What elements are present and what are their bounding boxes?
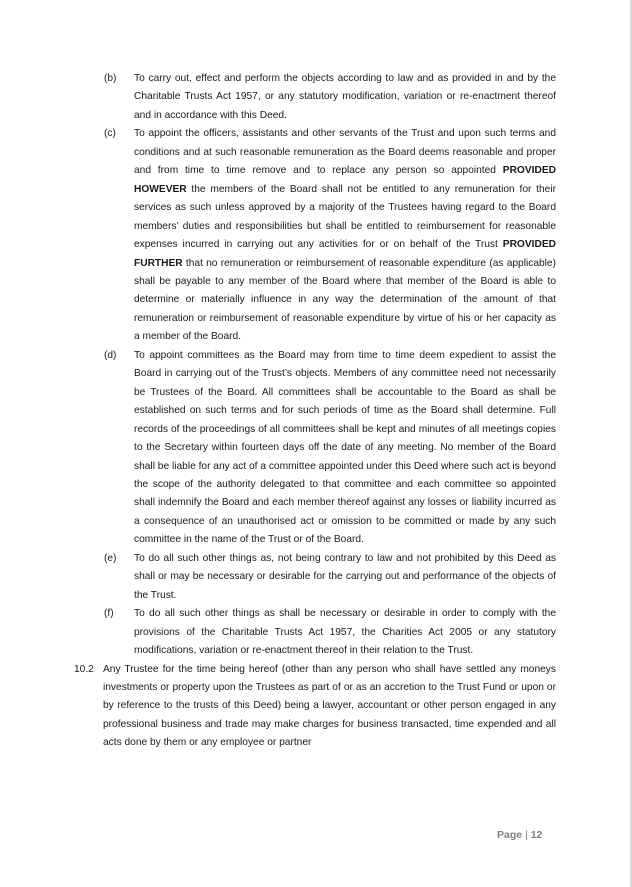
sub-clause-number: (d) xyxy=(104,349,117,361)
clause-text: Any Trustee for the time being hereof (other than any person who shall have settled any moneys investments or property upon the Trustees as part of or as an accretion to the Trust Fund or upon or by reference to the trusts of this Deed) being a lawyer, accountant or other person engaged in any professional business and trade may make charges for business transacted, time expended and all acts done by them or any employee or partner xyxy=(103,663,556,749)
sub-clause-d xyxy=(74,347,556,550)
page-footer xyxy=(497,829,542,841)
sub-clause-text: To do all such other things as shall be necessary or desirable in order to comply with the provisions of the Charitable Trusts Act 1957, the Charities Act 2005 or any statutory modifications, variation or re-enactment thereof in their relation to the Trust. xyxy=(134,608,556,657)
sub-clause-text: To do all such other things as, not being contrary to law and not prohibited by this Deed as shall or may be necessary or desirable for the carrying out and performance of the objects of the Trust. xyxy=(134,552,556,601)
sub-clause-text: To appoint committees as the Board may from time to time deem expedient to assist the Board in carrying out of the Trust’s objects. Members of any committee need not necessarily be Trustees of the Board. All committees shall be accountable to the Board as shall be established on such terms and for such periods of time as the Board shall determine. Full records of the proceedings of all committees shall be kept and minutes of all meetings copies to the Secretary within fourteen days off the date of any meeting. No member of the Board shall be liable for any act of a committee appointed under this Deed where such act is beyond the scope of the authority delegated to that committee and each committee so appointed shall indemnify the Board and each member thereof against any losses or liability incurred as a consequence of an unauthorised act or omission to be committed or made by any such committee in the name of the Trust or of the Board. xyxy=(134,349,556,546)
clause-10-2 xyxy=(74,661,556,753)
emphasis-provided-however: PROVIDED HOWEVER xyxy=(134,165,556,195)
page-number: 12 xyxy=(530,829,543,841)
document-body xyxy=(74,70,556,753)
emphasis-provided-further: PROVIDED FURTHER xyxy=(134,239,556,269)
sub-clause-text xyxy=(134,125,556,346)
text-run: the members of the Board shall not be entitled to any remuneration for their services as such unless approved by a majority of the Trustees having regard to the Board members’ duties and responsibilities but shall be entitled to reimbursement for reasonable expenses incurred in carrying out any activities for or on behalf of the Trust xyxy=(134,183,556,251)
sub-clause-number: (f) xyxy=(104,608,114,620)
page-label: Page xyxy=(497,829,523,841)
sub-clause-b xyxy=(74,70,556,125)
sub-clause-c xyxy=(74,125,556,346)
clause-number: 10.2 xyxy=(74,663,94,675)
page-separator: | xyxy=(525,829,528,841)
text-run: that no remuneration or reimbursement of reasonable expenditure (as applicable) shall be payable to any member of the Board where that member of the Board is able to determine or materially influence in any way the determination of the amount of that remuneration or reimbursement of reasonable expenditure by virtue of his or her capacity as a member of the Board. xyxy=(134,257,556,343)
sub-clause-number: (b) xyxy=(104,73,117,84)
sub-clause-f xyxy=(74,605,556,660)
sub-clause-text: To carry out, effect and perform the objects according to law and as provided in and by the Charitable Trusts Act 1957, or any statutory modification, variation or re-enactment thereof and in accordance with this Deed. xyxy=(134,73,556,121)
sub-clause-e xyxy=(74,550,556,605)
text-run: To appoint the officers, assistants and other servants of the Trust and upon such terms and conditions and at such reasonable remuneration as the Board deems reasonable and proper and from time to time remove and to replace any person so appointed xyxy=(134,128,556,177)
sub-clause-number: (e) xyxy=(104,552,117,564)
sub-clause-number: (c) xyxy=(104,128,116,140)
